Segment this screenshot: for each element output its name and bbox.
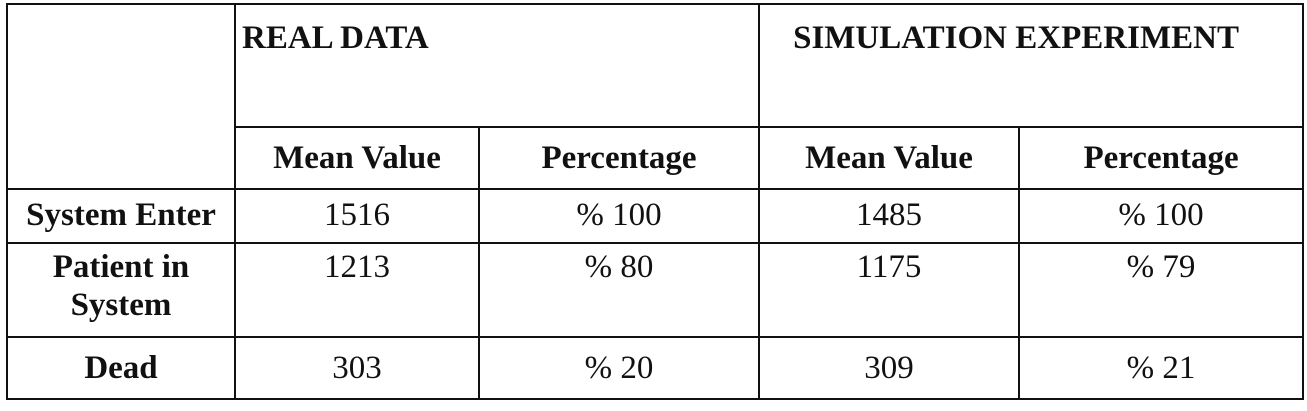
cell-real-mean: 1213	[235, 243, 479, 337]
cell-sim-percentage: % 79	[1019, 243, 1303, 337]
results-table	[6, 3, 1304, 400]
corner-cell	[7, 4, 235, 189]
cell-real-percentage: % 80	[479, 243, 759, 337]
cell-real-mean: 303	[235, 337, 479, 399]
table-row	[7, 189, 1303, 243]
group-real-data: REAL DATA	[235, 4, 759, 127]
subheader-real-mean: Mean Value	[235, 127, 479, 189]
cell-sim-mean: 309	[759, 337, 1019, 399]
group-simulation-experiment: SIMULATION EXPERIMENT	[759, 4, 1303, 127]
cell-real-mean: 1516	[235, 189, 479, 243]
cell-sim-mean: 1175	[759, 243, 1019, 337]
subheader-sim-mean: Mean Value	[759, 127, 1019, 189]
subheader-sim-percentage: Percentage	[1019, 127, 1303, 189]
row-label-system-enter: System Enter	[7, 189, 235, 243]
cell-real-percentage: % 100	[479, 189, 759, 243]
row-label-patient-in-system: Patient in System	[7, 243, 235, 337]
subheader-real-percentage: Percentage	[479, 127, 759, 189]
cell-sim-mean: 1485	[759, 189, 1019, 243]
cell-sim-percentage: % 21	[1019, 337, 1303, 399]
cell-sim-percentage: % 100	[1019, 189, 1303, 243]
group-header-row	[7, 4, 1303, 127]
row-label-dead: Dead	[7, 337, 235, 399]
table-row	[7, 243, 1303, 337]
table-row	[7, 337, 1303, 399]
cell-real-percentage: % 20	[479, 337, 759, 399]
